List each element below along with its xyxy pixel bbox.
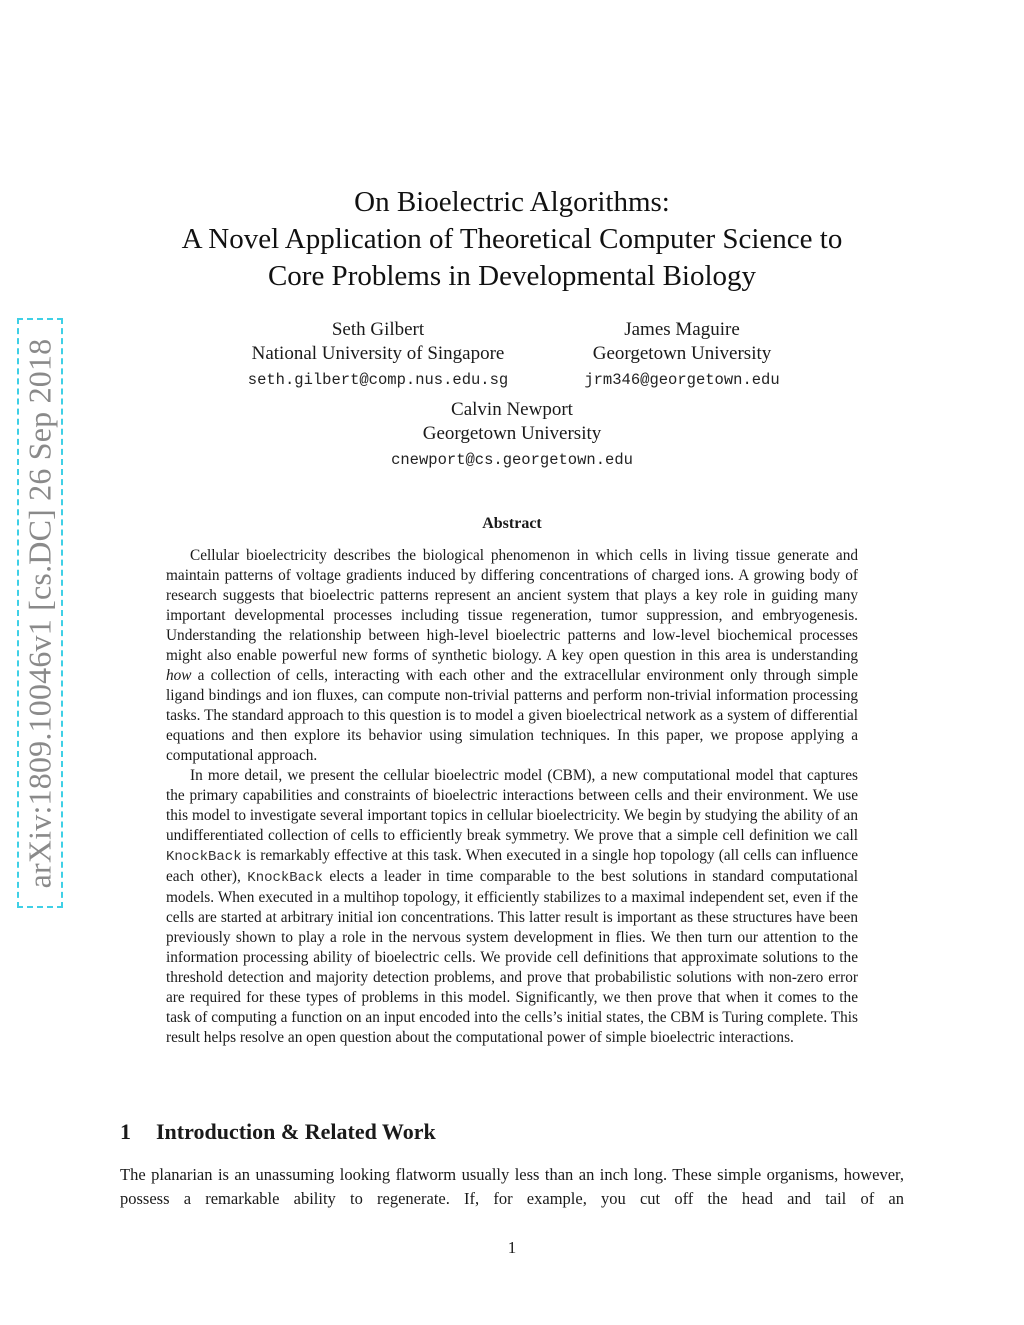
abstract-heading: Abstract	[482, 515, 542, 532]
title-line: Core Problems in Developmental Biology	[267, 260, 757, 292]
arxiv-identifier-stamp	[17, 318, 63, 908]
section-number: 1	[120, 1119, 131, 1144]
abstract-text: In more detail, we present the cellular bioelectric model (CBM), a new computational model that captures the primary capabilities and constraints of bioelectric interactions between cells and their environment. We use this model to investigate several important topics in cellular bioelectricity. We begin by studying the ability of an undifferentiated collection of cells to efficiently break symmetry. We prove that a simple cell definition we call	[166, 767, 858, 844]
author-affiliation: National University of Singapore	[251, 343, 505, 364]
author-name: Seth Gilbert	[331, 319, 425, 340]
author-email[interactable]: cnewport@cs.georgetown.edu	[391, 451, 633, 469]
abstract-paragraph-1	[166, 546, 858, 766]
author-block-gilbert	[210, 318, 546, 392]
code-term-knockback: KnockBack	[247, 870, 323, 886]
abstract-emphasis: how	[166, 667, 192, 684]
author-email[interactable]: jrm346@georgetown.edu	[584, 371, 780, 389]
page-number: 1	[507, 1238, 517, 1257]
intro-paragraph	[120, 1163, 904, 1235]
paper-title	[0, 184, 1024, 295]
author-affiliation: Georgetown University	[592, 343, 772, 364]
author-affiliation: Georgetown University	[422, 423, 602, 444]
author-block-maguire	[548, 318, 816, 392]
abstract-text: Cellular bioelectricity describes the biological phenomenon in which cells in living tissue generate and maintain patterns of voltage gradients induced by differing concentrations of charged ions. A growing body of research suggests that bioelectric patterns represent an ancient system that plays a key role in guiding many important developmental processes including tissue regeneration, tumor suppression, and embryogenesis. Understanding the relationship between high-level bioelectric patterns and low-level biochemical processes might also enable powerful new forms of synthetic biology. A key open question in this area is understanding	[166, 547, 858, 664]
title-line: A Novel Application of Theoretical Computer Science to	[181, 223, 843, 255]
abstract-text: is remarkably effective at this task. When executed in a single hop topology (all cells can influence each other),	[166, 847, 858, 885]
arxiv-identifier-text: arXiv:1809.10046v1 [cs.DC] 26 Sep 2018	[21, 338, 58, 888]
author-name: James Maguire	[624, 319, 740, 340]
section-heading	[120, 1119, 436, 1145]
abstract-paragraph-2	[166, 766, 858, 1048]
author-name: Calvin Newport	[451, 399, 573, 420]
title-line: On Bioelectric Algorithms:	[354, 186, 670, 218]
intro-text: The planarian is an unassuming looking flatworm usually less than an inch long. These simple organisms, however, possess a remarkable ability to regenerate. If, for example, you cut off the head and tail of an	[120, 1165, 904, 1208]
abstract-text: a collection of cells, interacting with each other and the extracellular environment only through simple ligand bindings and ion fluxes, can compute non-trivial patterns and perform non-trivial information processing tasks. The standard approach to this question is to model a given bioelectrical network as a system of differential equations and then explore its behavior using simulation techniques. In this paper, we propose applying a computational approach.	[166, 667, 858, 764]
section-title: Introduction & Related Work	[156, 1119, 436, 1144]
abstract-body	[166, 546, 858, 1048]
code-term-knockback: KnockBack	[166, 849, 242, 865]
author-email[interactable]: seth.gilbert@comp.nus.edu.sg	[247, 371, 509, 389]
abstract-text: elects a leader in time comparable to the best solutions in standard computational models. When executed in a multihop topology, it efficiently stabilizes to a maximal independent set, even if the cells are started at arbitrary initial ion concentrations. This latter result is important as these structures have been previously shown to play a role in the nervous system development in flies. We then turn our attention to the information processing ability of bioelectric cells. We provide cell definitions that approximate solutions to the threshold detection and majority detection problems, and prove that probabilistic solutions with non-zero error are required for these types of problems in this model. Significantly, we then prove that when it comes to the task of computing a function on an input encoded into the cells’s initial states, the CBM is Turing complete. This result helps resolve an open question about the computational power of simple bioelectric interactions.	[166, 868, 859, 1046]
author-block-newport	[337, 398, 687, 472]
